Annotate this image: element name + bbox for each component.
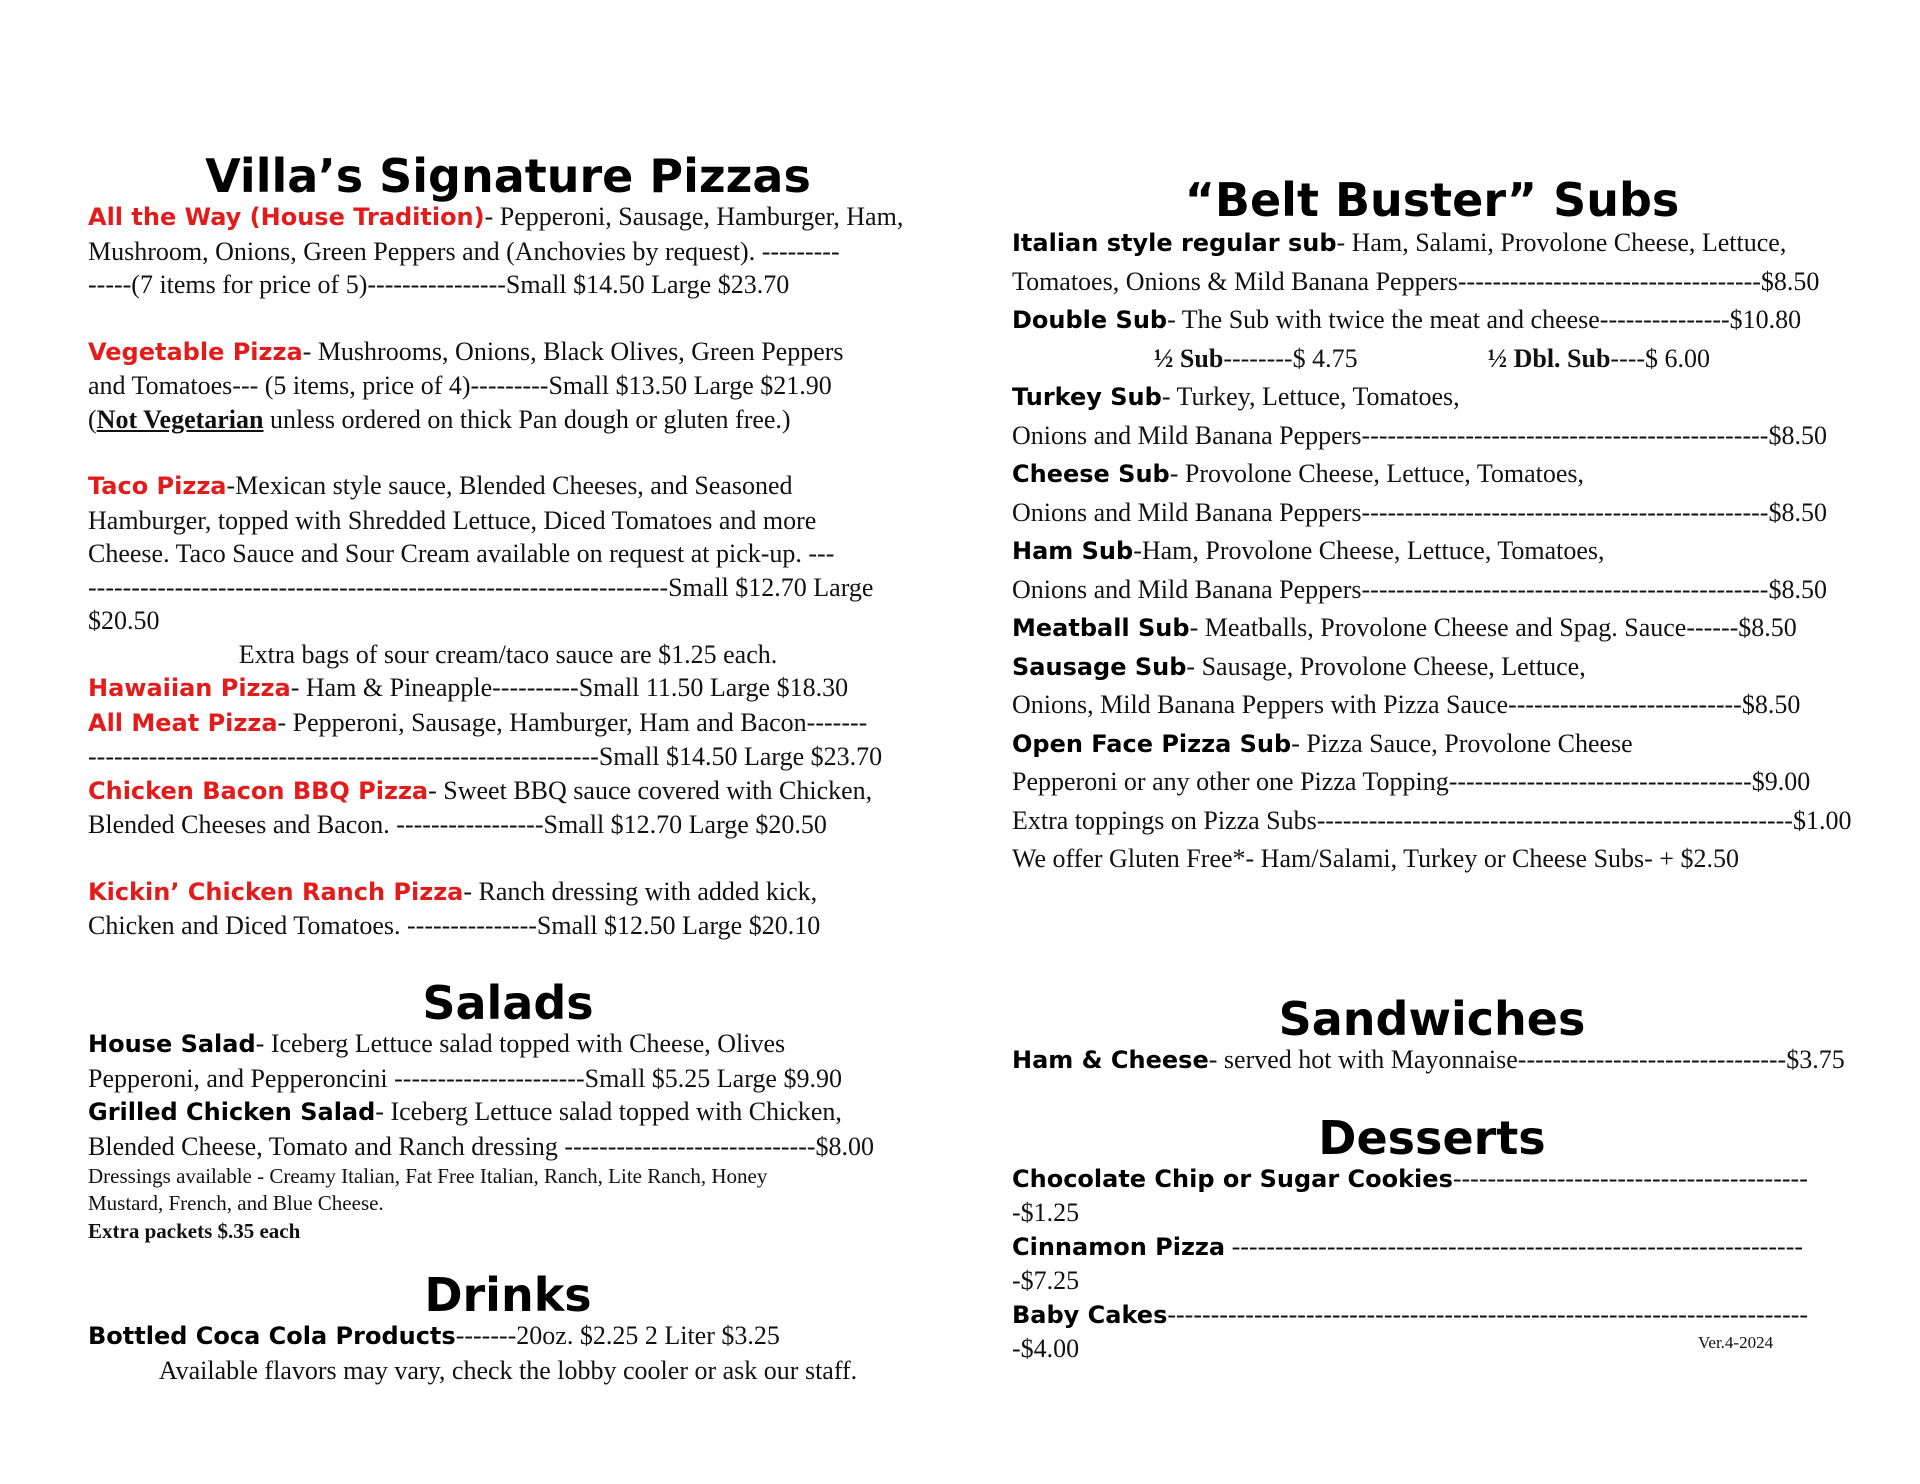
sandwiches-title: Sandwiches	[1278, 991, 1586, 1046]
drinks-title: Drinks	[424, 1268, 592, 1323]
pizza-price: Chicken and Diced Tomatoes. ---------------Small $12.50 Large $20.10	[88, 911, 821, 941]
note-rest: unless ordered on thick Pan dough or gluten free.)	[263, 404, 791, 434]
extra-packets-note: Extra packets $.35 each	[88, 1219, 301, 1244]
sub-price: Onions, Mild Banana Peppers with Pizza Sauce---------------------------$8.50	[1012, 690, 1801, 720]
pizza-desc: - Mushrooms, Onions, Black Olives, Green Peppers	[302, 336, 844, 366]
pizza-name: Vegetable Pizza	[88, 337, 303, 366]
salad-desc: - Iceberg Lettuce salad topped with Chicken,	[375, 1097, 842, 1127]
pizza-vegetable	[88, 335, 928, 437]
pizza-desc: Hamburger, topped with Shredded Lettuce, Diced Tomatoes and more	[88, 505, 817, 535]
half-sub-label: ½ Sub	[1153, 343, 1224, 373]
sub-price: Pepperoni or any other one Pizza Topping-----------------------------------$9.00	[1012, 767, 1811, 797]
salad-price: Pepperoni, and Pepperoncini ----------------------Small $5.25 Large $9.90	[88, 1063, 842, 1093]
sub-name: Cheese Sub	[1012, 460, 1170, 489]
dessert-name: Cinnamon Pizza	[1012, 1232, 1226, 1261]
dessert-cinnamon-pizza	[1012, 1230, 1852, 1298]
half-dbl-price: ----$ 6.00	[1610, 343, 1711, 373]
sub-ham	[1012, 532, 1852, 609]
sub-double	[1012, 301, 1852, 340]
salad-house	[88, 1027, 928, 1095]
pizza-desc: - Pepperoni, Sausage, Hamburger, Ham,	[484, 202, 904, 232]
sub-name: Turkey Sub	[1012, 383, 1162, 412]
sub-price: Tomatoes, Onions & Mild Banana Peppers-----------------------------------$8.50	[1012, 266, 1820, 296]
pizza-desc: Mushroom, Onions, Green Peppers and (Anchovies by request). ---------	[88, 236, 840, 266]
pizza-taco	[88, 469, 928, 671]
sub-desc: -Ham, Provolone Cheese, Lettuce, Tomatoes,	[1133, 536, 1605, 566]
dressings-line: Mustard, French, and Blue Cheese.	[88, 1191, 384, 1216]
sub-desc: - Turkey, Lettuce, Tomatoes,	[1161, 382, 1460, 412]
subs-title: “Belt Buster” Subs	[1184, 173, 1680, 227]
sub-price: - Meatballs, Provolone Cheese and Spag. Sauce------$8.50	[1189, 613, 1797, 643]
dessert-price: -------------------------------------------------------------------$7.25	[1012, 1231, 1804, 1296]
half-sub-row	[1012, 340, 1852, 379]
sub-name: Open Face Pizza Sub	[1012, 729, 1292, 758]
gluten-free-note: We offer Gluten Free*- Ham/Salami, Turkey or Cheese Subs- + $2.50	[1012, 844, 1739, 874]
pizza-price: - Ham & Pineapple----------Small 11.50 Large $18.30	[290, 673, 849, 703]
pizza-desc: - Pepperoni, Sausage, Hamburger, Ham and Bacon-------	[277, 707, 868, 737]
sub-desc: - Provolone Cheese, Lettuce, Tomatoes,	[1169, 459, 1585, 489]
sub-name: Sausage Sub	[1012, 652, 1187, 681]
dessert-name: Chocolate Chip or Sugar Cookies	[1012, 1164, 1453, 1193]
dressings-line: Dressings available - Creamy Italian, Fat Free Italian, Ranch, Lite Ranch, Honey	[88, 1164, 768, 1189]
sandwich-price: - served hot with Mayonnaise-------------------------------$3.75	[1208, 1045, 1845, 1075]
taco-extra-note: Extra bags of sour cream/taco sauce are $1.25 each.	[238, 639, 778, 669]
right-column	[1012, 173, 1852, 1366]
sub-price: Onions and Mild Banana Peppers-----------------------------------------------$8.50	[1012, 497, 1827, 527]
sub-name: Ham Sub	[1012, 537, 1134, 566]
pizza-name: Taco Pizza	[88, 472, 227, 501]
sub-desc: - Sausage, Provolone Cheese, Lettuce,	[1186, 651, 1586, 681]
pizza-all-meat	[88, 706, 928, 774]
sub-cheese	[1012, 455, 1852, 532]
spacer	[88, 842, 928, 875]
salad-price: Blended Cheese, Tomato and Ranch dressing -----------------------------$8.00	[88, 1131, 875, 1161]
note-open: (	[88, 404, 97, 434]
sub-meatball	[1012, 609, 1852, 648]
sub-name: Double Sub	[1012, 306, 1168, 335]
dessert-cookies	[1012, 1162, 1852, 1230]
salad-name: House Salad	[88, 1030, 256, 1059]
drink-name: Bottled Coca Cola Products	[88, 1322, 456, 1351]
pizza-desc: - Sweet BBQ sauce covered with Chicken,	[428, 775, 873, 805]
extra-toppings: Extra toppings on Pizza Subs-------------------------------------------------------$1.00	[1012, 805, 1852, 835]
pizza-price: -----------------------------------------------------------Small $14.50 Large $23.70	[88, 742, 883, 772]
salads-title: Salads	[422, 975, 594, 1030]
drink-price: -------20oz. $2.25 2 Liter $3.25	[455, 1321, 780, 1351]
sub-price: Onions and Mild Banana Peppers-----------------------------------------------$8.50	[1012, 574, 1827, 604]
dressings-note	[88, 1163, 928, 1217]
drinks-flavors-note: Available flavors may vary, check the lobby cooler or ask our staff.	[158, 1355, 858, 1385]
sub-turkey	[1012, 378, 1852, 455]
desserts-title: Desserts	[1318, 1110, 1546, 1165]
version-label: Ver.4-2024	[1698, 1333, 1774, 1352]
pizzas-title: Villa’s Signature Pizzas	[205, 149, 811, 203]
pizza-price: -----(7 items for price of 5)----------------Small $14.50 Large $23.70	[88, 270, 790, 300]
sub-name: Italian style regular sub	[1012, 229, 1337, 258]
pizza-desc: Cheese. Taco Sauce and Sour Cream available on request at pick-up. ---	[88, 539, 835, 569]
pizza-name: Hawaiian Pizza	[88, 674, 291, 703]
sub-price: Onions and Mild Banana Peppers-----------------------------------------------$8.50	[1012, 420, 1827, 450]
not-vegetarian-note: Not Vegetarian	[96, 404, 264, 434]
pizza-price: Blended Cheeses and Bacon. -----------------Small $12.70 Large $20.50	[88, 810, 827, 840]
pizza-price: and Tomatoes--- (5 items, price of 4)---------Small $13.50 Large $21.90	[88, 371, 832, 401]
salad-name: Grilled Chicken Salad	[88, 1098, 376, 1127]
sub-sausage	[1012, 648, 1852, 725]
sub-desc: - Pizza Sauce, Provolone Cheese	[1291, 728, 1633, 758]
spacer	[88, 436, 928, 469]
pizza-hawaiian	[88, 671, 928, 706]
dessert-baby-cakes	[1012, 1298, 1852, 1366]
drink-coke	[88, 1319, 928, 1354]
sub-italian	[1012, 224, 1852, 301]
pizza-price: -------------------------------------------------------------------Small $12.70 Large $20.50	[88, 572, 874, 636]
pizza-kickin-chicken	[88, 875, 928, 943]
sub-open-face	[1012, 725, 1852, 802]
half-dbl-label: ½ Dbl. Sub	[1487, 343, 1611, 373]
dessert-name: Baby Cakes	[1012, 1300, 1168, 1329]
pizza-name: All Meat Pizza	[88, 708, 278, 737]
sandwich-ham-cheese	[1012, 1043, 1852, 1078]
pizza-desc: -Mexican style sauce, Blended Cheeses, and Seasoned	[226, 471, 793, 501]
spacer	[88, 302, 928, 335]
pizza-desc: - Ranch dressing with added kick,	[463, 876, 818, 906]
pizza-name: All the Way (House Tradition)	[88, 203, 485, 232]
sub-desc: - Ham, Salami, Provolone Cheese, Lettuce,	[1336, 228, 1787, 258]
left-column	[88, 149, 928, 1387]
sub-price: - The Sub with twice the meat and cheese---------------$10.80	[1167, 305, 1802, 335]
pizza-name: Chicken Bacon BBQ Pizza	[88, 776, 429, 805]
dessert-price: ---------------------------------------------------------------------------$4.00	[1012, 1299, 1809, 1364]
pizza-all-the-way	[88, 200, 928, 302]
pizza-chicken-bacon-bbq	[88, 774, 928, 842]
dessert-price: ------------------------------------------$1.25	[1012, 1163, 1808, 1228]
sandwich-name: Ham & Cheese	[1012, 1046, 1209, 1075]
half-sub	[1154, 340, 1358, 379]
sub-name: Meatball Sub	[1012, 614, 1190, 643]
half-dbl-sub	[1488, 340, 1710, 379]
pizza-name: Kickin’ Chicken Ranch Pizza	[88, 877, 464, 906]
salad-grilled-chicken	[88, 1095, 928, 1163]
salad-desc: - Iceberg Lettuce salad topped with Cheese, Olives	[255, 1029, 786, 1059]
half-sub-price: --------$ 4.75	[1223, 343, 1358, 373]
